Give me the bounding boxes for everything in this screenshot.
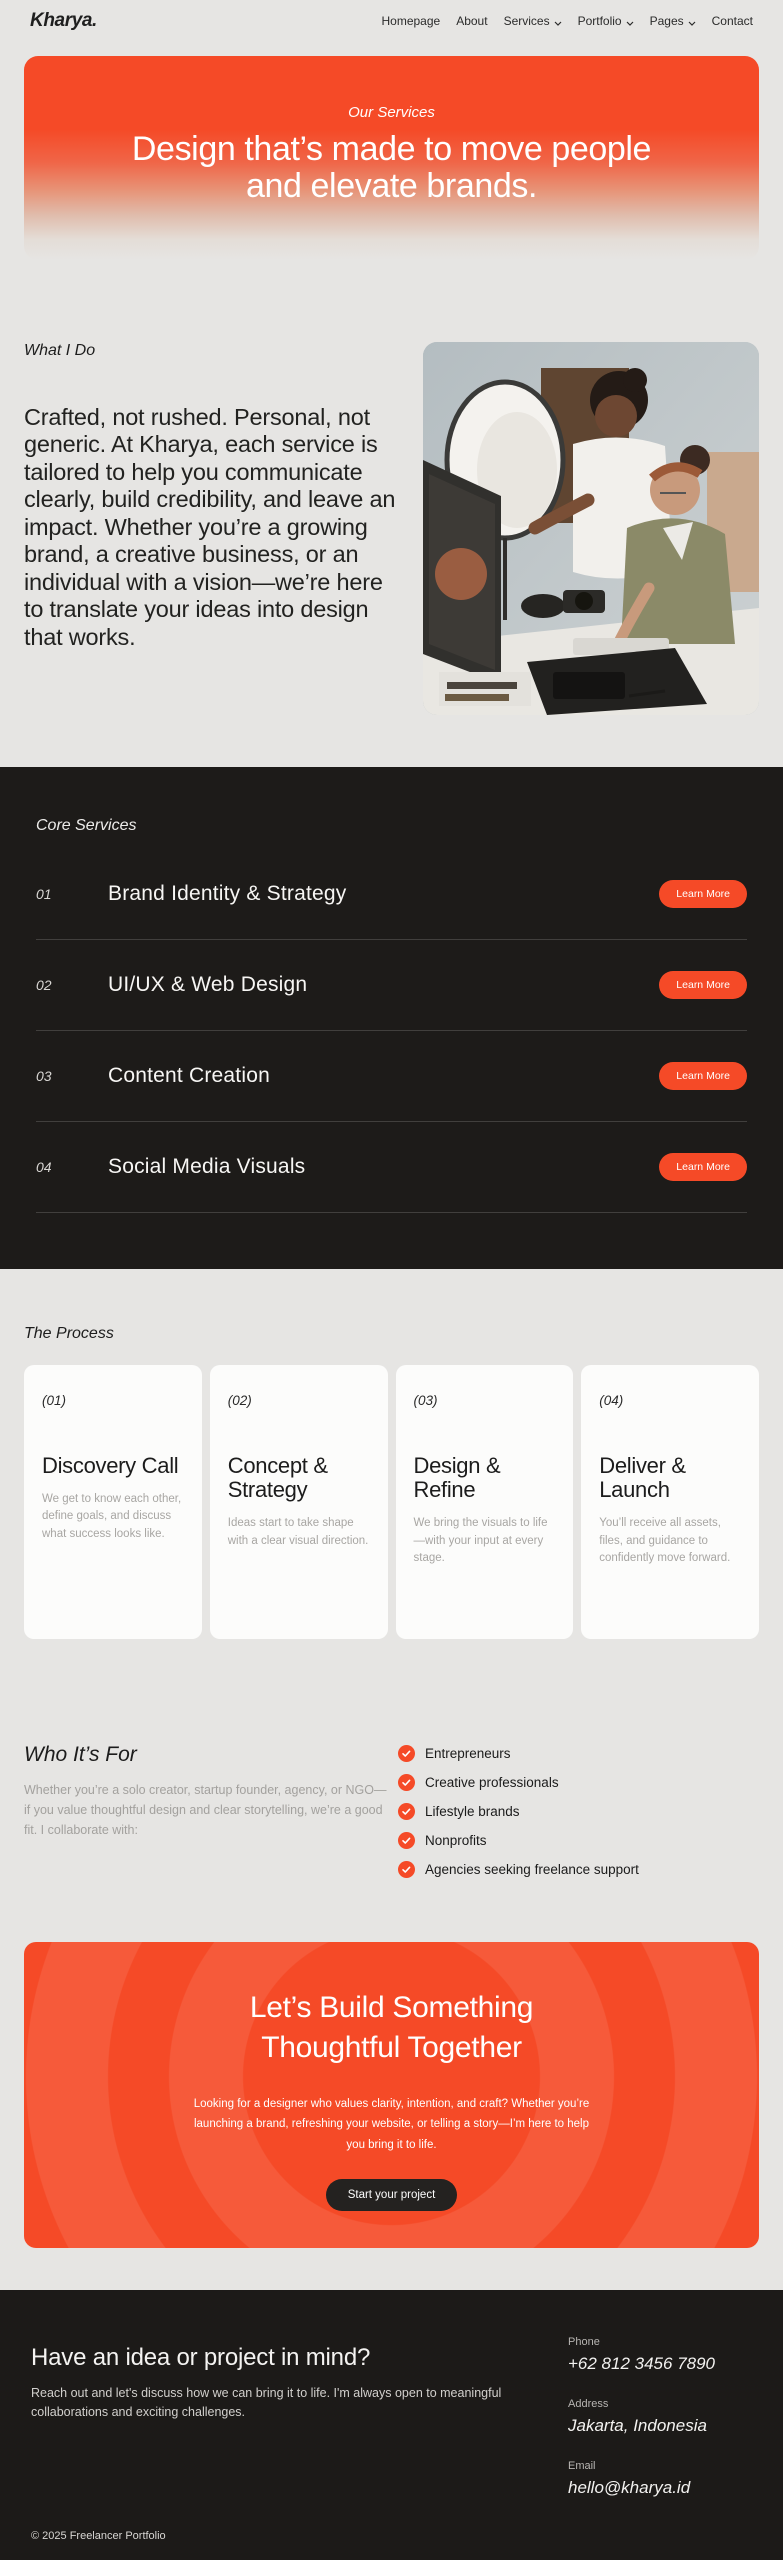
copyright-text: © 2025 Freelancer Portfolio [31,2530,166,2542]
learn-more-button[interactable]: Learn More [659,971,747,999]
site-footer [0,2290,783,2560]
learn-more-button[interactable]: Learn More [659,1153,747,1181]
service-title: Content Creation [108,1064,270,1087]
process-card [396,1365,574,1639]
service-number: 02 [36,977,52,993]
check-circle-icon [398,1745,415,1762]
chevron-down-icon [554,15,562,29]
contact-address: Address Jakarta, Indonesia [568,2398,707,2435]
main-nav [381,14,753,29]
learn-more-button[interactable]: Learn More [659,880,747,908]
what-i-do-label: What I Do [24,342,96,359]
start-project-button[interactable]: Start your project [326,2179,458,2211]
process-section [0,1269,783,1639]
footer-heading: Have an idea or project in mind? [31,2344,371,2371]
process-label: The Process [24,1325,114,1342]
nav-item-about[interactable]: About [456,14,488,28]
process-step-description: Ideas start to take shape with a clear visual direction. [227,1517,369,1547]
what-i-do-paragraph: Crafted, not rushed. Personal, not generic. At Kharya, each service is tailored to help you communicate clearly, build credibility, and leave an impact. Whether you’re a growing brand, a creative business, or an individual with a vision—we’re here to translate your ideas into design that works. [24,404,396,650]
process-card [24,1365,202,1639]
service-title: UI/UX & Web Design [108,973,308,996]
process-step-description: You’ll receive all assets, files, and guidance to confidently move forward. [599,1517,731,1564]
chevron-down-icon [688,15,696,29]
service-title: Brand Identity & Strategy [108,882,347,905]
process-step-title: Discovery Call [42,1453,179,1478]
process-step-number: (04) [599,1393,624,1408]
nav-item-contact[interactable]: Contact [711,14,753,28]
hero-eyebrow: Our Services [348,104,435,121]
process-step-description: We bring the visuals to life—with your input at every stage. [413,1517,548,1564]
process-step-number: (01) [42,1393,67,1408]
learn-more-button[interactable]: Learn More [659,1062,747,1090]
process-card [210,1365,388,1639]
nav-item-services[interactable]: Services [504,14,562,29]
service-row [36,940,747,1031]
audience-item: Entrepreneurs [398,1745,759,1762]
service-number: 01 [36,886,52,902]
check-circle-icon [398,1861,415,1878]
footer-paragraph: Reach out and let's discuss how we can bring it to life. I'm always open to meaningful collaborations and exciting challenges. [31,2386,502,2420]
core-services-section [0,767,783,1269]
cta-title: Let’s Build Something Thoughtful Together [249,1991,534,2064]
core-services-label: Core Services [36,817,137,834]
nav-item-portfolio[interactable]: Portfolio [578,14,634,29]
check-circle-icon [398,1832,415,1849]
service-row [36,1122,747,1213]
check-circle-icon [398,1803,415,1820]
nav-item-homepage[interactable]: Homepage [381,14,441,28]
cta-section [24,1942,759,2248]
audience-item: Nonprofits [398,1832,759,1849]
service-title: Social Media Visuals [108,1155,306,1178]
site-header [0,0,783,36]
process-card [581,1365,759,1639]
process-step-title: Deliver & Launch [599,1453,686,1503]
hero-section [24,56,759,260]
cta-paragraph: Looking for a designer who values clarity, intention, and craft? Whether you’re launching a brand, refreshing your website, or telling a story—I’m here to help you bring it to life. [193,2097,590,2151]
process-step-title: Design & Refine [413,1453,501,1503]
service-number: 04 [36,1159,52,1175]
check-circle-icon [398,1774,415,1791]
audience-list [398,1743,759,1890]
audience-item: Agencies seeking freelance support [398,1861,759,1878]
page-title: Design that’s made to move people and elevate brands. [131,130,652,205]
contact-phone: Phone +62 812 3456 7890 [568,2336,716,2373]
process-step-description: We get to know each other, define goals, and discuss what success looks like. [42,1493,182,1540]
who-its-for-heading: Who It’s For [24,1743,137,1766]
service-number: 03 [36,1068,52,1084]
service-row [36,1031,747,1122]
brand-logo[interactable]: Kharya. [30,10,97,31]
contact-email: Email hello@kharya.id [568,2460,691,2497]
who-its-for-section [0,1639,783,1890]
process-step-number: (03) [413,1393,438,1408]
what-i-do-section [0,342,783,715]
process-step-title: Concept & Strategy [227,1453,328,1503]
footer-contacts [568,2336,743,2522]
process-step-number: (02) [227,1393,252,1408]
nav-item-pages[interactable]: Pages [650,14,696,29]
audience-item: Creative professionals [398,1774,759,1791]
service-row [36,849,747,940]
who-its-for-paragraph: Whether you’re a solo creator, startup founder, agency, or NGO—if you value thoughtful design and clear storytelling, we’re a good fit. I collaborate with: [24,1783,387,1837]
audience-item: Lifestyle brands [398,1803,759,1820]
what-i-do-photo [423,342,759,715]
chevron-down-icon [626,15,634,29]
